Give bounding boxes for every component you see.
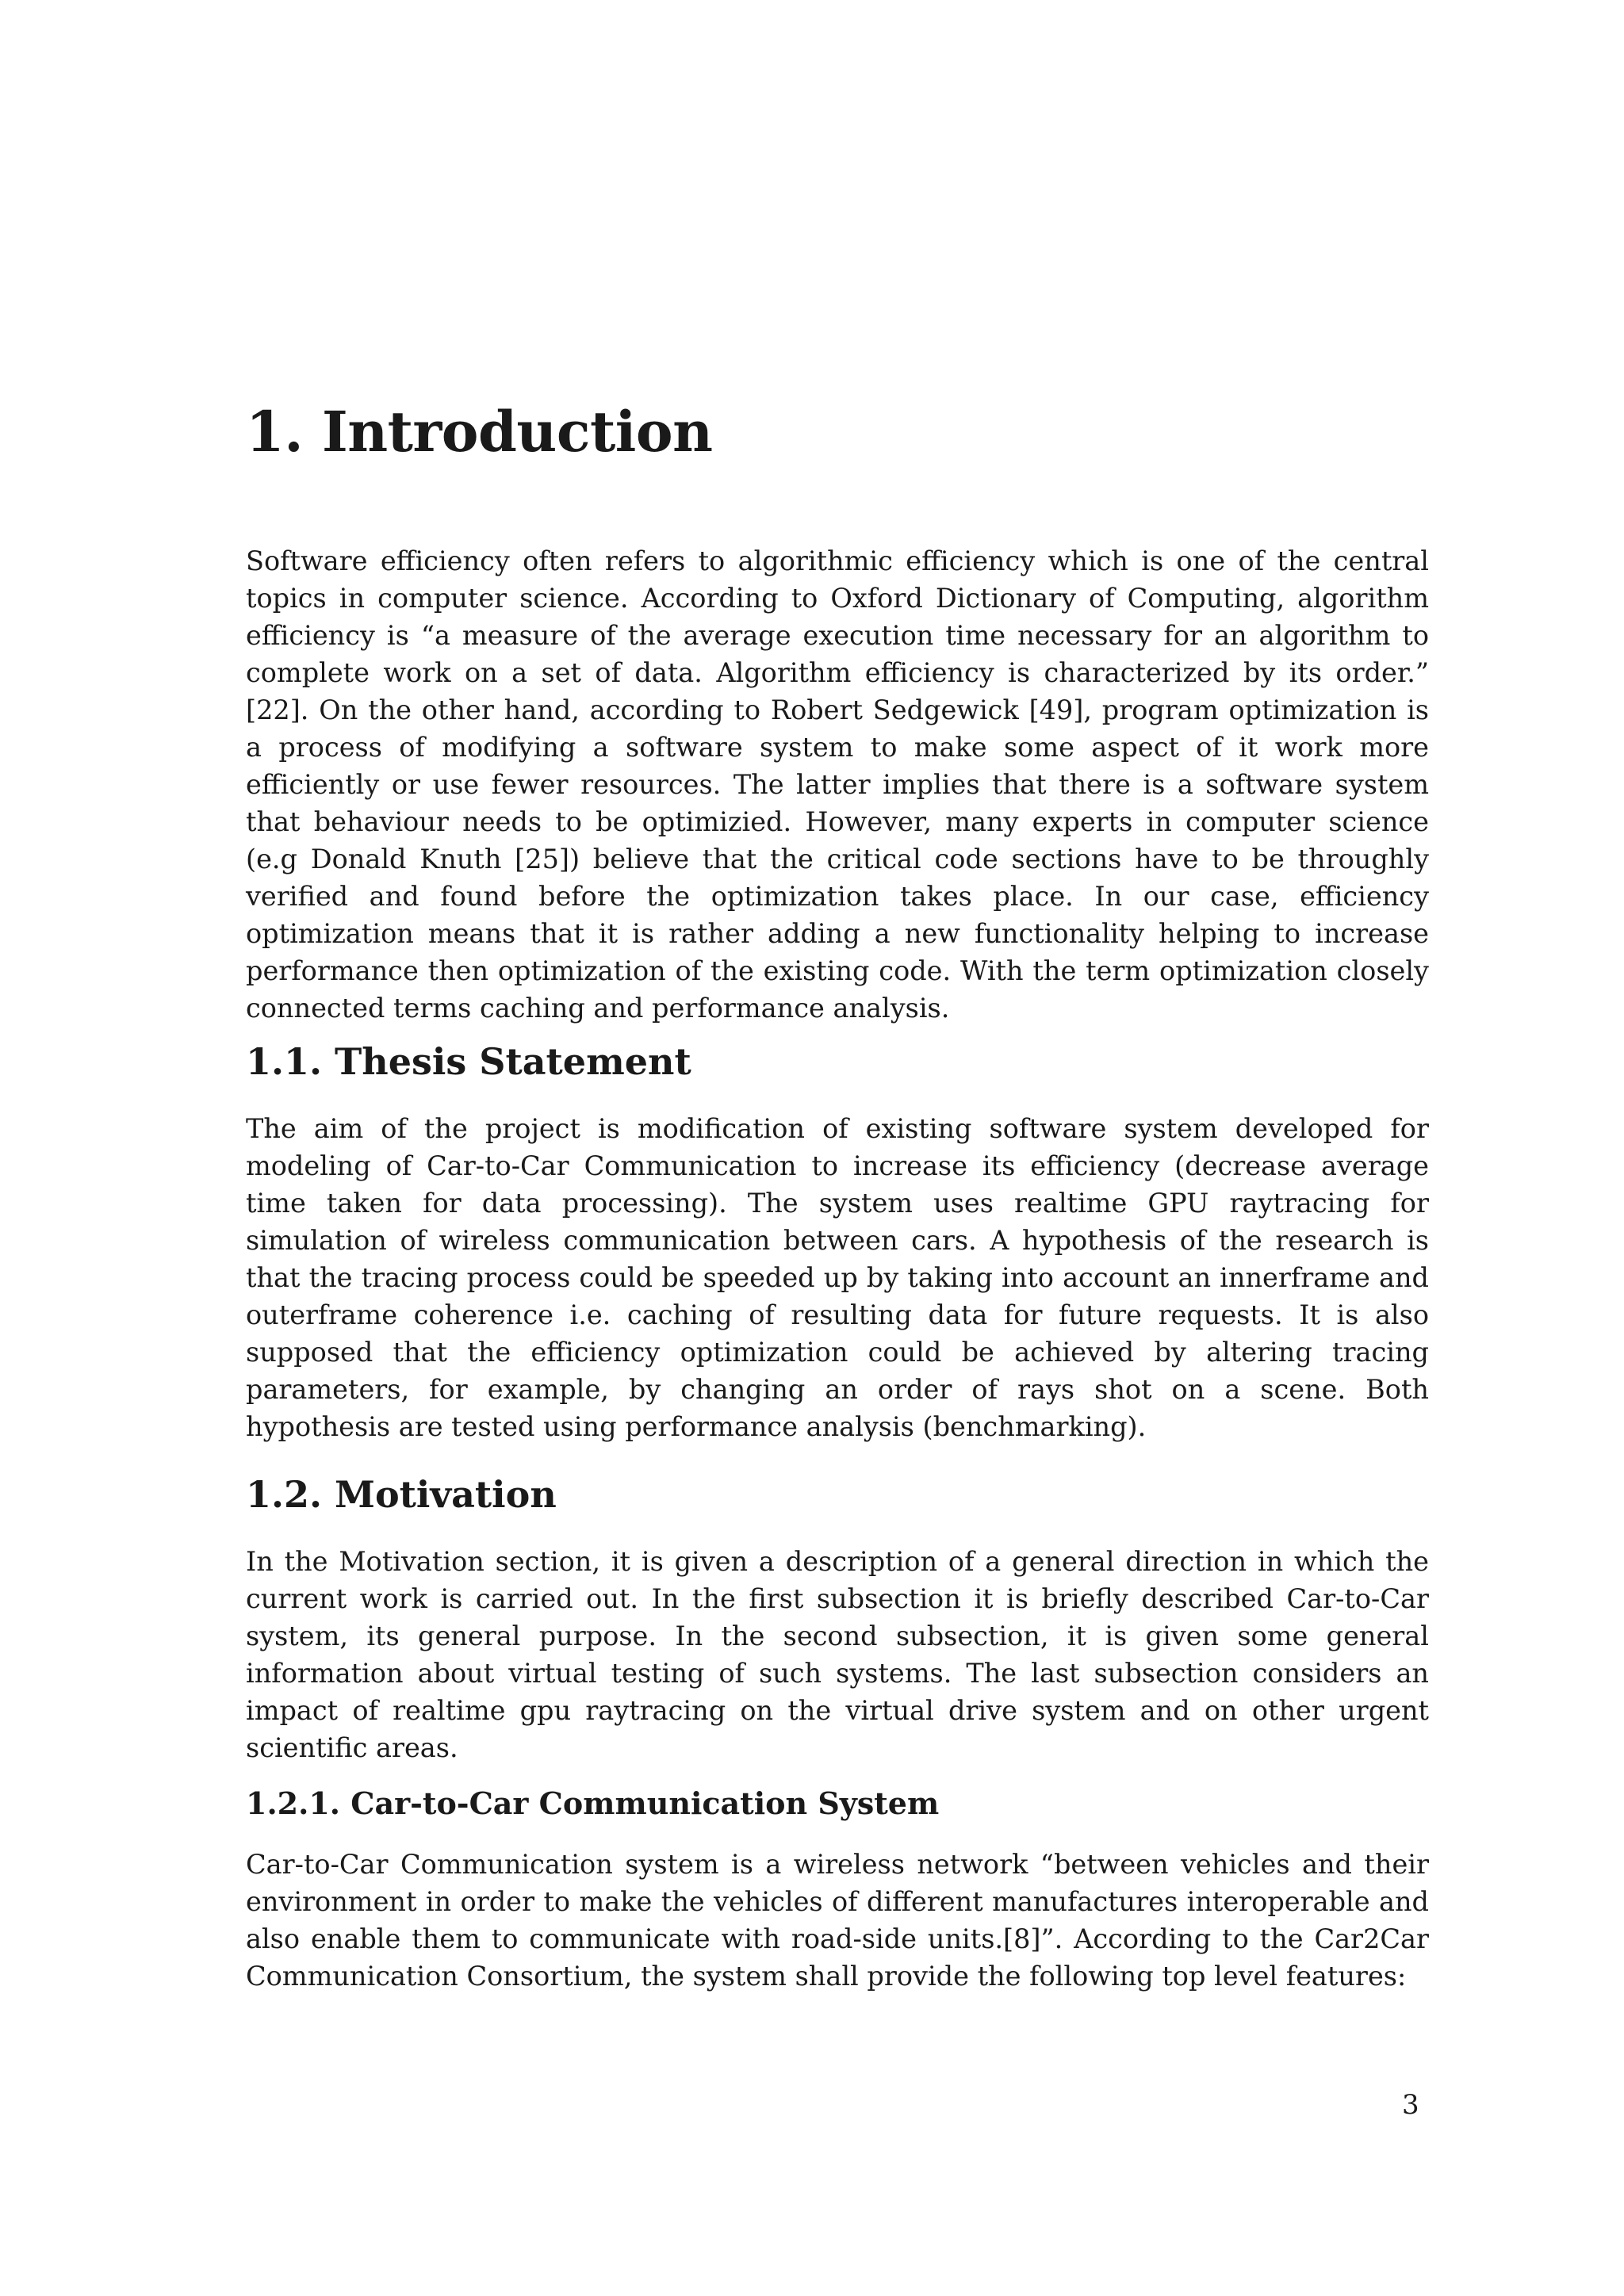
- page-number: 3: [1402, 2089, 1419, 2121]
- subsection-title-car-to-car: 1.2.1. Car-to-Car Communication System: [246, 1785, 940, 1821]
- motivation-paragraph: In the Motivation section, it is given a description of a general direction in which the current work is carried out. In the first subsection it is briefly described Car-to-Car system, its general purpose. In the second subsection, it is given some general information about virtual testing of such systems. The last subsection considers an impact of realtime gpu raytracing on the virtual drive system and on other urgent scientific areas.: [246, 1546, 1429, 1763]
- car-to-car-paragraph: Car-to-Car Communication system is a wireless network “between vehicles and their environment in order to make the vehicles of different manufactures interoperable and also enable them to communicate with road-side units.[8]”. According to the Car2Car Communication Consortium, the system shall provide the following top level features:: [246, 1849, 1429, 1992]
- intro-paragraph: Software efficiency often refers to algorithmic efficiency which is one of the central topics in computer science. According to Oxford Dictionary of Computing, algorithm efficiency is “a measure of the average execution time necessary for an algorithm to complete work on a set of data. Algorithm efficiency is characterized by its order.” [22]. On the other hand, according to Robert Sedgewick [49], program optimization is a process of modifying a software system to make some aspect of it work more efficiently or use fewer resources. The latter implies that there is a software system that behaviour needs to be optimizied. However, many experts in computer science (e.g Donald Knuth [25]) believe that the critical code sections have to be throughly verified and found before the optimization takes place. In our case, efficiency optimization means that it is rather adding a new functionality helping to increase performance then optimization of the existing code. With the term optimization closely connected terms caching and performance analysis.: [246, 545, 1429, 1024]
- section-title-thesis-statement: 1.1. Thesis Statement: [246, 1040, 691, 1083]
- section-title-motivation: 1.2. Motivation: [246, 1473, 557, 1516]
- chapter-title: 1. Introduction: [246, 399, 713, 465]
- thesis-statement-paragraph: The aim of the project is modification of existing software system developed for modeling of Car-to-Car Communication to increase its efficiency (decrease average time taken for data processing). The system uses realtime GPU raytracing for simulation of wireless communication between cars. A hypothesis of the research is that the tracing process could be speeded up by taking into account an innerframe and outerframe coherence i.e. caching of resulting data for future requests. It is also supposed that the efficiency optimization could be achieved by altering tracing parameters, for example, by changing an order of rays shot on a scene. Both hypothesis are tested using performance analysis (benchmarking).: [246, 1113, 1429, 1442]
